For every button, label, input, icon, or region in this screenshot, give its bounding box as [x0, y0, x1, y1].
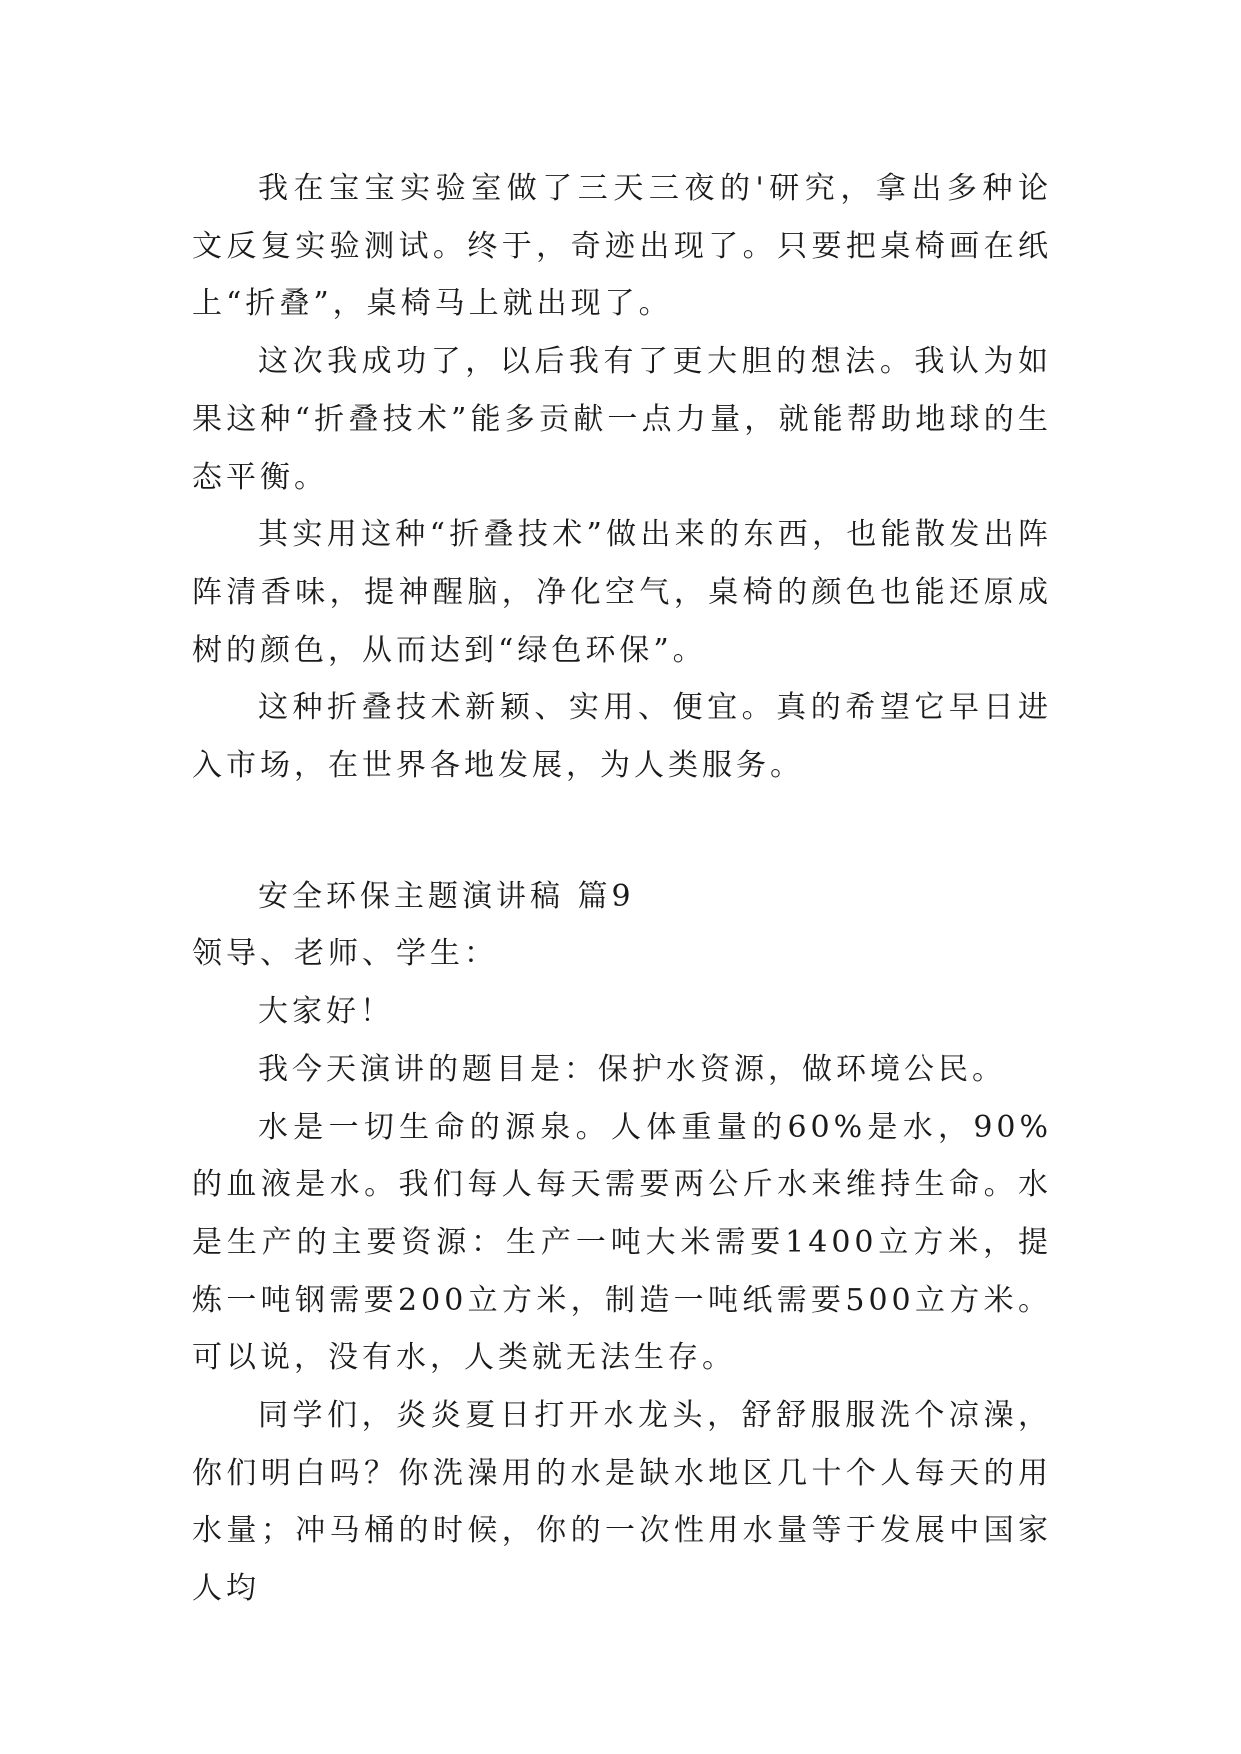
body-paragraph: 我在宝宝实验室做了三天三夜的'研究，拿出多种论文反复实验测试。终于，奇迹出现了。只要把桌椅画在纸上“折叠”，桌椅马上就出现了。 — [192, 171, 1052, 322]
body-paragraph: 其实用这种“折叠技术”做出来的东西，也能散发出阵阵清香味，提神醒脑，净化空气，桌椅的颜色也能还原成树的颜色，从而达到“绿色环保”。 — [192, 517, 1052, 668]
body-paragraph: 这种折叠技术新颖、实用、便宜。真的希望它早日进入市场，在世界各地发展，为人类服务。 — [192, 690, 1052, 784]
salutation: 领导、老师、学生： — [192, 936, 498, 972]
body-paragraph: 我今天演讲的题目是：保护水资源，做环境公民。 — [258, 1051, 1006, 1087]
greeting: 大家好！ — [258, 994, 394, 1030]
section-gap — [192, 795, 1052, 868]
section-heading: 安全环保主题演讲稿 篇9 — [258, 878, 635, 914]
body-paragraph: 同学们，炎炎夏日打开水龙头，舒舒服服洗个凉澡，你们明白吗？你洗澡用的水是缺水地区几十个人每天的用水量；冲马桶的时候，你的一次性用水量等于发展中国家人均 — [192, 1398, 1052, 1607]
body-paragraph: 这次我成功了，以后我有了更大胆的想法。我认为如果这种“折叠技术”能多贡献一点力量，就能帮助地球的生态平衡。 — [192, 344, 1052, 495]
body-paragraph: 水是一切生命的源泉。人体重量的60%是水，90%的血液是水。我们每人每天需要两公斤水来维持生命。水是生产的主要资源：生产一吨大米需要1400立方米，提炼一吨钢需要200立方米，制造一吨纸需要500立方米。可以说，没有水，人类就无法生存。 — [192, 1109, 1052, 1376]
document-page — [192, 160, 1052, 1618]
